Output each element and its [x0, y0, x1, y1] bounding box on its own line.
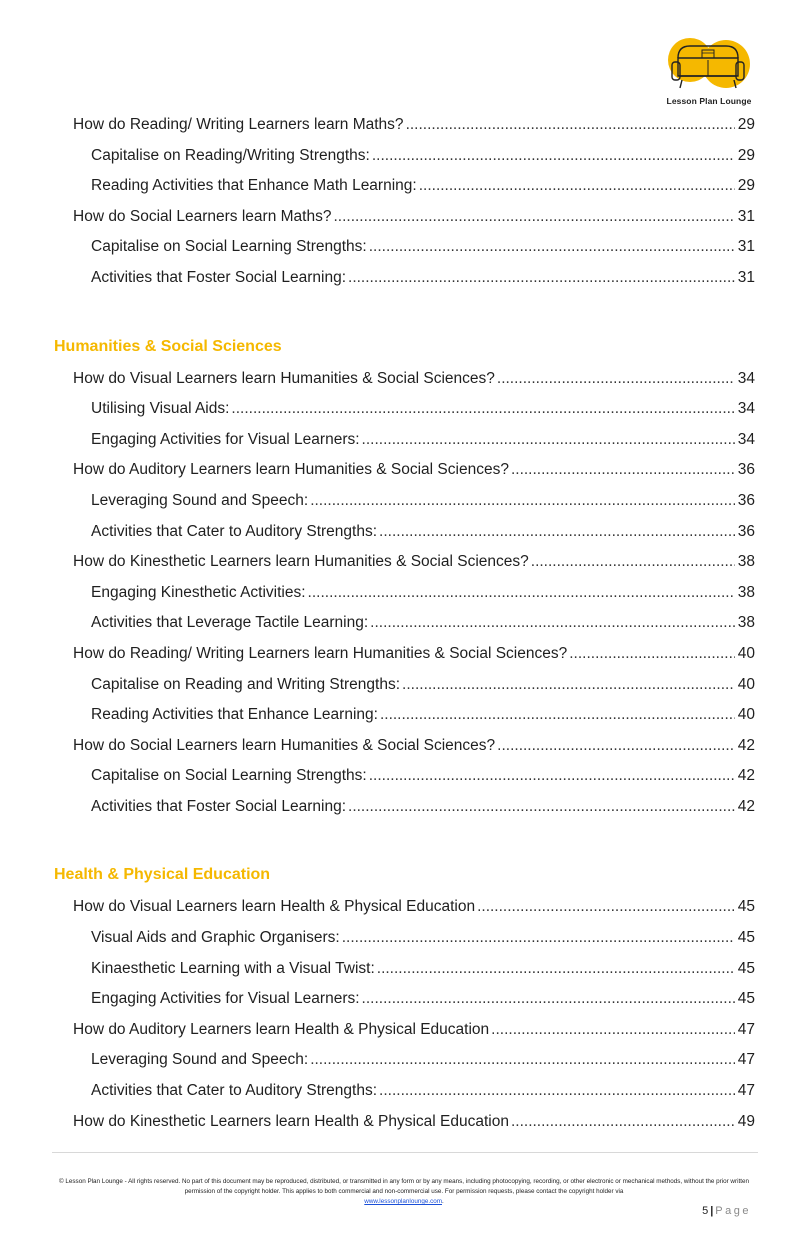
toc-leader-dots: [369, 761, 735, 792]
toc-leader-dots: [380, 700, 735, 731]
toc-leader-dots: [362, 984, 735, 1015]
toc-entry[interactable]: [91, 608, 755, 639]
toc-entry[interactable]: [91, 1076, 755, 1107]
copyright-notice: [56, 1177, 752, 1207]
toc-entry[interactable]: [73, 547, 755, 578]
toc-entry-page: 45: [737, 898, 755, 916]
toc-leader-dots: [379, 517, 735, 548]
toc-entry-label: Engaging Kinesthetic Activities:: [91, 583, 306, 601]
toc-entry-label: Activities that Foster Social Learning:: [91, 797, 347, 815]
toc-entry-page: 45: [737, 990, 755, 1008]
logo-text: Lesson Plan Lounge: [666, 96, 752, 106]
toc-leader-dots: [348, 792, 735, 823]
toc-entry-label: How do Auditory Learners learn Health & Physical Education: [73, 1020, 490, 1038]
toc-group-health: [0, 892, 801, 1137]
toc-entry-page: 45: [737, 929, 755, 947]
toc-entry-page: 47: [737, 1051, 755, 1069]
toc-entry-label: How do Reading/ Writing Learners learn Maths?: [73, 116, 404, 133]
toc-entry-page: 29: [737, 116, 755, 133]
toc-entry[interactable]: [91, 141, 755, 172]
toc-entry[interactable]: [73, 110, 755, 141]
toc-entry[interactable]: [73, 202, 755, 233]
toc-entry-label: Reading Activities that Enhance Learning:: [91, 706, 378, 724]
toc-entry-page: 47: [737, 1082, 755, 1100]
toc-entry-label: Capitalise on Reading/Writing Strengths:: [91, 146, 370, 164]
toc-leader-dots: [372, 141, 735, 172]
toc-entry-label: Capitalise on Social Learning Strengths:: [91, 238, 367, 256]
toc-entry[interactable]: [91, 700, 755, 731]
toc-entry-label: How do Reading/ Writing Learners learn Humanities & Social Sciences?: [73, 644, 568, 662]
toc-leader-dots: [402, 670, 735, 701]
toc-entry-page: 38: [737, 614, 755, 632]
toc-entry[interactable]: [91, 394, 755, 425]
toc-entry-page: 47: [737, 1020, 755, 1038]
toc-leader-dots: [531, 547, 735, 578]
toc-entry[interactable]: [91, 578, 755, 609]
toc-entry-label: Capitalise on Reading and Writing Strengths:: [91, 675, 401, 693]
toc-leader-dots: [511, 455, 735, 486]
toc-entry[interactable]: [91, 486, 755, 517]
page-number: [702, 1205, 751, 1217]
toc-leader-dots: [419, 171, 735, 202]
toc-entry[interactable]: [91, 1045, 755, 1076]
toc-entry-label: Reading Activities that Enhance Math Learning:: [91, 177, 417, 195]
toc-entry-page: 38: [737, 583, 755, 601]
logo: [660, 36, 758, 110]
toc-entry-page: 49: [737, 1112, 755, 1130]
toc-entry-page: 36: [737, 491, 755, 509]
toc-leader-dots: [342, 923, 735, 954]
toc-leader-dots: [379, 1076, 735, 1107]
toc-entry-label: Leveraging Sound and Speech:: [91, 491, 309, 509]
toc-entry-page: 34: [737, 430, 755, 448]
toc-leader-dots: [310, 486, 735, 517]
toc-entry-label: Activities that Foster Social Learning:: [91, 268, 347, 286]
toc-leader-dots: [497, 364, 735, 395]
toc-entry-label: Activities that Cater to Auditory Strengths:: [91, 1082, 378, 1100]
toc-leader-dots: [491, 1015, 735, 1046]
toc-entry[interactable]: [91, 923, 755, 954]
toc-leader-dots: [511, 1107, 735, 1138]
website-link[interactable]: www.lessonplanlounge.com: [364, 1198, 442, 1205]
toc-entry-label: Kinaesthetic Learning with a Visual Twist:: [91, 959, 375, 977]
toc-entry-label: Engaging Activities for Visual Learners:: [91, 990, 360, 1008]
toc-entry[interactable]: [91, 670, 755, 701]
toc-group-maths-continued: [0, 110, 801, 294]
toc-entry-label: Visual Aids and Graphic Organisers:: [91, 929, 340, 947]
toc-entry-page: 45: [737, 959, 755, 977]
toc-entry[interactable]: [91, 954, 755, 985]
toc-entry-page: 29: [737, 177, 755, 195]
toc-entry[interactable]: [91, 792, 755, 823]
toc-entry-label: How do Kinesthetic Learners learn Humanities & Social Sciences?: [73, 553, 529, 571]
toc-entry-label: Capitalise on Social Learning Strengths:: [91, 767, 367, 785]
copyright-period: .: [441, 1198, 444, 1205]
toc-entry-page: 29: [737, 146, 755, 164]
toc-entry-page: 42: [737, 797, 755, 815]
toc-entry-page: 40: [737, 644, 755, 662]
toc-entry[interactable]: [73, 1107, 755, 1138]
toc-entry-page: 34: [737, 400, 755, 418]
toc-entry-page: 38: [737, 553, 755, 571]
toc-entry-page: 40: [737, 706, 755, 724]
toc-leader-dots: [370, 608, 735, 639]
toc-entry-label: How do Visual Learners learn Humanities & Social Sciences?: [73, 369, 495, 387]
toc-leader-dots: [333, 202, 735, 233]
toc-entry-label: How do Auditory Learners learn Humanities & Social Sciences?: [73, 461, 509, 479]
toc-leader-dots: [406, 110, 735, 141]
toc-leader-dots: [308, 578, 735, 609]
toc-leader-dots: [477, 892, 735, 923]
toc-leader-dots: [348, 263, 735, 294]
toc-entry[interactable]: [91, 232, 755, 263]
section-heading-humanities: Humanities & Social Sciences: [54, 337, 282, 355]
toc-leader-dots: [497, 731, 735, 762]
toc-entry[interactable]: [73, 731, 755, 762]
toc-leader-dots: [377, 954, 735, 985]
section-heading-health: Health & Physical Education: [54, 866, 271, 884]
toc-entry-label: How do Social Learners learn Maths?: [73, 207, 332, 225]
toc-entry[interactable]: [73, 1015, 755, 1046]
page-number-value: 5: [702, 1205, 709, 1217]
page-separator: |: [710, 1205, 714, 1217]
toc-entry[interactable]: [91, 263, 755, 294]
toc-entry[interactable]: [91, 517, 755, 548]
toc-entry-page: 31: [737, 268, 755, 286]
copyright-text: © Lesson Plan Lounge - All rights reserved. No part of this document may be reproduced, distributed, or transmitted in any form or by any means, including photocopying, recording, or other electronic or mechanical methods, without the prior written permission of the copyright holder. This applies to both commercial and non-commercial use. For permission requests, please contact the copyright holder via: [59, 1178, 749, 1195]
toc-entry-page: 36: [737, 461, 755, 479]
toc-entry-page: 31: [737, 238, 755, 256]
toc-entry[interactable]: [73, 892, 755, 923]
toc-leader-dots: [231, 394, 735, 425]
toc-entry-label: Engaging Activities for Visual Learners:: [91, 430, 360, 448]
toc-entry[interactable]: [91, 171, 755, 202]
toc-entry-page: 42: [737, 767, 755, 785]
toc-entry-label: Activities that Leverage Tactile Learning:: [91, 614, 369, 632]
toc-entry-page: 31: [737, 207, 755, 225]
toc-leader-dots: [369, 232, 735, 263]
toc-entry-page: 34: [737, 369, 755, 387]
toc-entry-page: 40: [737, 675, 755, 693]
toc-entry-label: How do Visual Learners learn Health & Physical Education: [73, 898, 476, 916]
toc-entry-label: How do Kinesthetic Learners learn Health & Physical Education: [73, 1112, 509, 1130]
toc-entry[interactable]: [73, 364, 755, 395]
toc-entry[interactable]: [73, 639, 755, 670]
table-of-contents: [0, 110, 801, 1137]
toc-entry-page: 42: [737, 736, 755, 754]
toc-group-humanities: [0, 364, 801, 823]
toc-entry-label: Utilising Visual Aids:: [91, 400, 230, 418]
toc-entry-label: How do Social Learners learn Humanities & Social Sciences?: [73, 736, 496, 754]
toc-entry-label: Activities that Cater to Auditory Strengths:: [91, 522, 378, 540]
toc-leader-dots: [362, 425, 735, 456]
toc-entry[interactable]: [91, 425, 755, 456]
toc-entry-page: 36: [737, 522, 755, 540]
toc-entry-label: Leveraging Sound and Speech:: [91, 1051, 309, 1069]
page-label: Page: [715, 1205, 751, 1217]
toc-entry[interactable]: [91, 761, 755, 792]
footer-divider: [52, 1152, 758, 1153]
toc-entry[interactable]: [73, 455, 755, 486]
sofa-logo-icon: [664, 36, 754, 94]
toc-entry[interactable]: [91, 984, 755, 1015]
toc-leader-dots: [310, 1045, 735, 1076]
toc-leader-dots: [569, 639, 735, 670]
